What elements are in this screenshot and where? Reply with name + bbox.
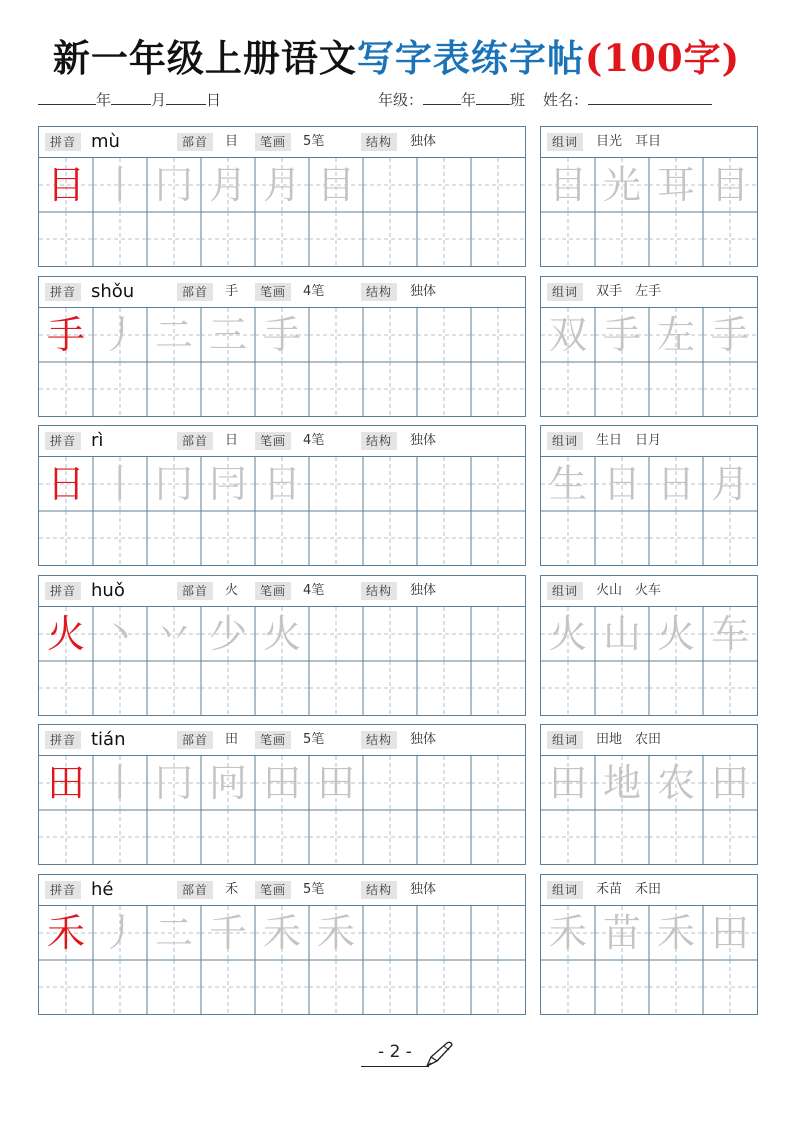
stroke-order-character: 丨 [100, 462, 139, 506]
words-card-2 [540, 276, 758, 417]
pinyin-value: huǒ [91, 580, 125, 601]
stroke-order-character: 丨 [100, 163, 139, 207]
words-card-4 [540, 575, 758, 716]
word-trace-character: 地 [602, 761, 641, 805]
word-trace-character: 目 [710, 163, 749, 207]
word-trace-character: 手 [710, 313, 749, 357]
radical-value: 禾 [225, 882, 239, 897]
structure-value: 独体 [410, 732, 437, 747]
words-tag: 组词 [547, 731, 583, 749]
stroke-order-character: 二 [154, 911, 193, 955]
word-trace-character: 日 [602, 462, 641, 506]
stroke-order-character: 冂 [154, 462, 193, 506]
word-trace-character: 日 [656, 462, 695, 506]
day-blank[interactable] [166, 88, 206, 105]
radical-tag: 部首 [177, 283, 213, 301]
strokes-value: 4笔 [303, 284, 325, 299]
page-title [0, 28, 793, 82]
structure-value: 独体 [410, 284, 437, 299]
word-trace-character: 火 [548, 612, 587, 656]
word-trace-character: 田 [710, 911, 749, 955]
words-value: 目光 耳目 [596, 134, 662, 149]
radical-value: 目 [225, 134, 239, 149]
pinyin-value: tián [91, 729, 126, 750]
card-header [541, 725, 757, 756]
structure-value: 独体 [410, 433, 437, 448]
pinyin-value: mù [91, 131, 120, 152]
words-card-6 [540, 874, 758, 1015]
word-trace-character: 左 [656, 313, 695, 357]
strokes-tag: 笔画 [255, 731, 291, 749]
character-card-5 [38, 724, 526, 865]
structure-tag: 结构 [361, 432, 397, 450]
stroke-order-character: 冋 [208, 761, 247, 805]
character-card-4 [38, 575, 526, 716]
word-trace-character: 火 [656, 612, 695, 656]
model-character: 目 [46, 163, 85, 207]
character-card-3 [38, 425, 526, 566]
card-header [541, 426, 757, 457]
name-label: 姓名： [543, 91, 589, 109]
card-header [541, 277, 757, 308]
strokes-tag: 笔画 [255, 881, 291, 899]
radical-tag: 部首 [177, 582, 213, 600]
stroke-order-character: 禾 [316, 911, 355, 955]
radical-value: 火 [225, 583, 239, 598]
student-line [378, 88, 712, 112]
pinyin-tag: 拼音 [45, 731, 81, 749]
word-trace-character: 田 [710, 761, 749, 805]
stroke-order-character: 丿 [100, 313, 139, 357]
month-blank[interactable] [111, 88, 151, 105]
words-card-1 [540, 126, 758, 267]
month-label: 月 [151, 91, 167, 109]
class-blank[interactable] [476, 88, 510, 105]
word-trace-character: 田 [548, 761, 587, 805]
stroke-order-character: 二 [154, 313, 193, 357]
grade-label: 年级： [378, 91, 424, 109]
card-header [39, 725, 525, 756]
pinyin-tag: 拼音 [45, 582, 81, 600]
card-header [39, 875, 525, 906]
words-tag: 组词 [547, 133, 583, 151]
stroke-order-character: 冂 [154, 761, 193, 805]
stroke-order-character: 冃 [208, 462, 247, 506]
stroke-order-character: 丶 [100, 612, 139, 656]
stroke-order-character: 田 [316, 761, 355, 805]
title-main: 新一年级上册语文 [52, 36, 357, 80]
page-number: - 2 - [378, 1042, 412, 1062]
word-trace-character: 农 [656, 761, 695, 805]
pinyin-tag: 拼音 [45, 283, 81, 301]
model-character: 日 [46, 462, 85, 506]
words-tag: 组词 [547, 582, 583, 600]
grade-year-label: 年 [461, 91, 477, 109]
words-tag: 组词 [547, 283, 583, 301]
words-value: 田地 农田 [596, 732, 662, 747]
word-trace-character: 生 [548, 462, 587, 506]
model-character: 禾 [46, 911, 85, 955]
strokes-tag: 笔画 [255, 133, 291, 151]
word-trace-character: 山 [602, 612, 641, 656]
radical-tag: 部首 [177, 432, 213, 450]
stroke-order-character: 丿 [100, 911, 139, 955]
stroke-order-character: 手 [262, 313, 301, 357]
strokes-tag: 笔画 [255, 283, 291, 301]
structure-tag: 结构 [361, 133, 397, 151]
structure-tag: 结构 [361, 881, 397, 899]
structure-value: 独体 [410, 134, 437, 149]
strokes-value: 4笔 [303, 433, 325, 448]
structure-tag: 结构 [361, 283, 397, 301]
model-character: 火 [46, 612, 85, 656]
stroke-order-character: 禾 [262, 911, 301, 955]
character-card-6 [38, 874, 526, 1015]
words-value: 双手 左手 [596, 284, 662, 299]
word-trace-character: 目 [548, 163, 587, 207]
pinyin-value: shǒu [91, 281, 135, 302]
stroke-order-character: 日 [262, 462, 301, 506]
day-label: 日 [206, 91, 222, 109]
stroke-order-character: 丷 [154, 612, 193, 656]
pinyin-tag: 拼音 [45, 133, 81, 151]
words-tag: 组词 [547, 432, 583, 450]
strokes-value: 5笔 [303, 882, 325, 897]
words-card-3 [540, 425, 758, 566]
stroke-order-character: 冂 [154, 163, 193, 207]
stroke-order-character: 月 [262, 163, 301, 207]
pinyin-value: rì [91, 430, 104, 451]
radical-value: 田 [225, 732, 239, 747]
model-character: 田 [46, 761, 85, 805]
page-footer [361, 1040, 461, 1072]
character-card-1 [38, 126, 526, 267]
stroke-order-character: 目 [316, 163, 355, 207]
stroke-order-character: 月 [208, 163, 247, 207]
structure-value: 独体 [410, 583, 437, 598]
stroke-order-character: 千 [208, 911, 247, 955]
radical-tag: 部首 [177, 881, 213, 899]
card-header [39, 277, 525, 308]
words-value: 火山 火车 [596, 583, 662, 598]
pinyin-value: hé [91, 879, 114, 900]
grade-blank[interactable] [423, 88, 461, 105]
character-card-2 [38, 276, 526, 417]
stroke-order-character: 三 [208, 313, 247, 357]
card-header [541, 127, 757, 158]
radical-value: 日 [225, 433, 239, 448]
word-trace-character: 手 [602, 313, 641, 357]
class-label: 班 [510, 91, 526, 109]
strokes-value: 4笔 [303, 583, 325, 598]
structure-tag: 结构 [361, 731, 397, 749]
word-trace-character: 禾 [548, 911, 587, 955]
radical-tag: 部首 [177, 731, 213, 749]
structure-tag: 结构 [361, 582, 397, 600]
date-line [38, 88, 221, 112]
strokes-tag: 笔画 [255, 582, 291, 600]
year-blank[interactable] [38, 88, 96, 105]
words-value: 禾苗 禾田 [596, 882, 662, 897]
pen-icon [423, 1040, 455, 1070]
title-count: (100字) [584, 36, 741, 80]
words-value: 生日 日月 [596, 433, 662, 448]
card-header [39, 127, 525, 158]
word-trace-character: 苗 [602, 911, 641, 955]
card-header [541, 576, 757, 607]
pinyin-tag: 拼音 [45, 881, 81, 899]
pinyin-tag: 拼音 [45, 432, 81, 450]
stroke-order-character: 少 [208, 612, 247, 656]
word-trace-character: 耳 [656, 163, 695, 207]
model-character: 手 [46, 313, 85, 357]
word-trace-character: 禾 [656, 911, 695, 955]
word-trace-character: 月 [710, 462, 749, 506]
card-header [39, 426, 525, 457]
strokes-value: 5笔 [303, 134, 325, 149]
word-trace-character: 光 [602, 163, 641, 207]
word-trace-character: 车 [710, 612, 749, 656]
radical-tag: 部首 [177, 133, 213, 151]
words-tag: 组词 [547, 881, 583, 899]
radical-value: 手 [225, 284, 239, 299]
word-trace-character: 双 [548, 313, 587, 357]
strokes-tag: 笔画 [255, 432, 291, 450]
name-blank[interactable] [588, 88, 712, 105]
strokes-value: 5笔 [303, 732, 325, 747]
page-underline [361, 1066, 429, 1067]
stroke-order-character: 田 [262, 761, 301, 805]
title-sub: 写字表练字帖 [356, 36, 585, 80]
year-label: 年 [96, 91, 112, 109]
words-card-5 [540, 724, 758, 865]
stroke-order-character: 丨 [100, 761, 139, 805]
card-header [541, 875, 757, 906]
card-header [39, 576, 525, 607]
structure-value: 独体 [410, 882, 437, 897]
stroke-order-character: 火 [262, 612, 301, 656]
